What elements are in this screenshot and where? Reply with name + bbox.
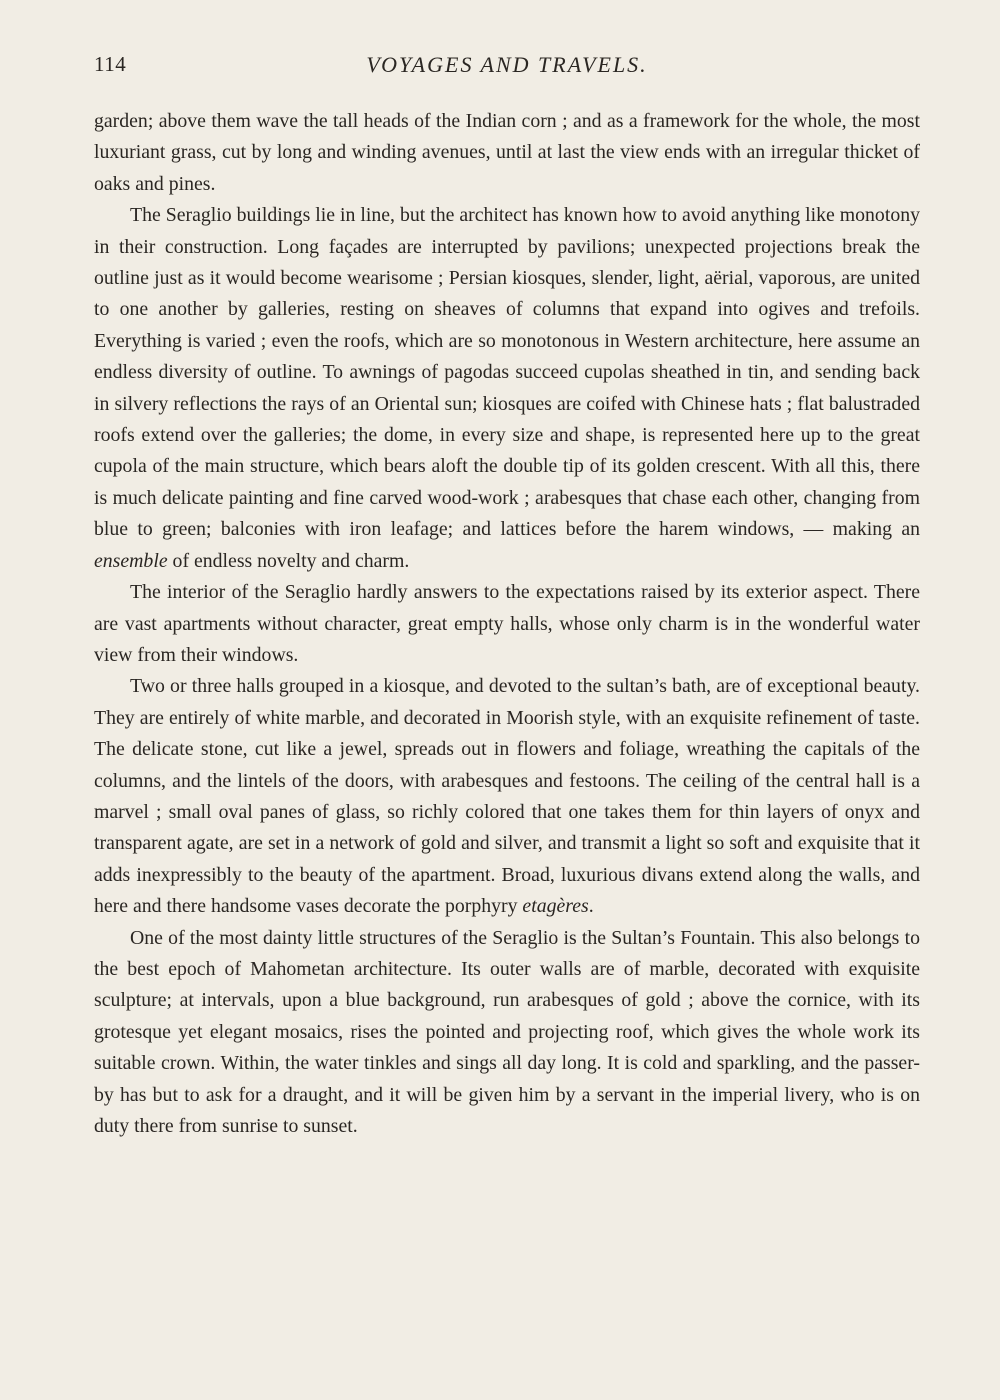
paragraph-1: garden; above them wave the tall heads of the Indian corn ; and as a framework for the whole, the most luxuriant grass, cut by long and winding avenues, until at last the view ends with an irregular thicket of oaks and pines. bbox=[94, 110, 920, 195]
paragraph-4 bbox=[94, 671, 920, 922]
paragraph-2-italic: ensemble bbox=[94, 549, 168, 572]
paragraph-4-italic: etagères bbox=[522, 895, 589, 918]
page-number: 114 bbox=[94, 52, 127, 76]
page-header bbox=[94, 52, 920, 86]
running-head: VOYAGES AND TRAVELS. bbox=[366, 52, 648, 77]
paragraph-5: One of the most dainty little structures of the Seraglio is the Sultan’s Fountain. This also belongs to the best epoch of Mahometan architecture. Its outer walls are of marble, decorated with exquisite sculpture; at intervals, upon a blue background, run arabesques of gold ; above the cornice, with its grotesque yet elegant mosaics, rises the pointed and projecting roof, which gives the whole work its suitable crown. Within, the water tinkles and sings all day long. It is cold and sparkling, and the passer-by has but to ask for a draught, and it will be given him by a servant in the imperial livery, who is on duty there from sunrise to sunset. bbox=[94, 926, 920, 1137]
paragraph-4-text-end: . bbox=[588, 895, 594, 918]
paragraph-2 bbox=[94, 200, 920, 577]
body-text bbox=[94, 106, 920, 1142]
paragraph-2-text-end: of endless novelty and charm. bbox=[167, 549, 410, 572]
paragraph-4-text: Two or three halls grouped in a kiosque, and devoted to the sultan’s bath, are of exceptional beauty. They are entirely of white marble, and decorated in Moorish style, with an exquisite refinement of taste. The delicate stone, cut like a jewel, spreads out in flowers and foliage, wreathing the capitals of the columns, and the lintels of the doors, with arabesques and festoons. The ceiling of the central hall is a marvel ; small oval panes of glass, so richly colored that one takes them for thin layers of onyx and transparent agate, are set in a network of gold and silver, and transmit a light so soft and exquisite that it adds inexpressibly to the beauty of the apartment. Broad, luxurious divans extend along the walls, and here and there handsome vases decorate the porphyry bbox=[94, 675, 920, 918]
paragraph-2-text: The Seraglio buildings lie in line, but the architect has known how to avoid anything like monotony in their construction. Long façades are interrupted by pavilions; unexpected projections break the outline just as it would become wearisome ; Persian kiosques, slender, light, aërial, vaporous, are united to one another by galleries, resting on sheaves of columns that expand into ogives and trefoils. Everything is varied ; even the roofs, which are so monotonous in Western architecture, here assume an endless diversity of outline. To awnings of pagodas succeed cupolas sheathed in tin, and sending back in silvery reflections the rays of an Oriental sun; kiosques are coifed with Chinese hats ; flat balustraded roofs extend over the galleries; the dome, in every size and shape, is represented here up to the great cupola of the main structure, which bears aloft the double tip of its golden crescent. With all this, there is much delicate painting and fine carved wood-work ; arabesques that chase each other, changing from blue to green; balconies with iron leafage; and lattices before the harem windows, — making an bbox=[94, 204, 920, 541]
paragraph-3: The interior of the Seraglio hardly answers to the expectations raised by its exterior aspect. There are vast apartments without character, great empty halls, whose only charm is in the wonderful water view from their windows. bbox=[94, 581, 920, 666]
